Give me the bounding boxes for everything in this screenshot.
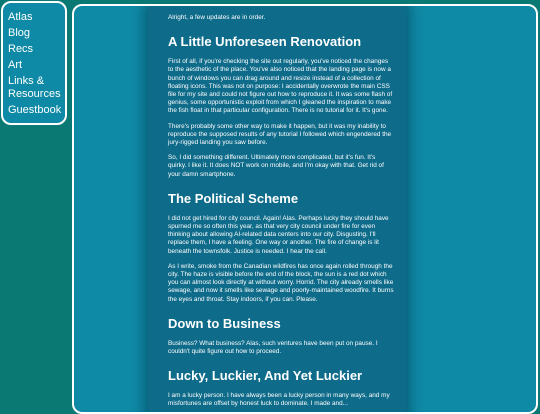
section-paragraph: First of all, if you're checking the site out regularly, you've noticed the changes to the aesthetic of the place. You've also noticed that the landing page is now a bunch of windows you can drag around and resize instead of a collection of floating icons. This was not on purpose: I accidentally overwrote the main CSS file for my site and could not figure out how to reproduce it. It was some flash of genius, some opportunistic exploit from which I gleaned the inspiration to make the fish float in that particular configuration. There is no tutorial for it. It's gone.	[168, 58, 393, 115]
section-heading: Down to Business	[168, 315, 281, 331]
post-intro: Alright, a few updates are in order.	[168, 14, 266, 21]
section-heading: The Political Scheme	[168, 190, 299, 206]
section-paragraph: I am a lucky person. I have always been a lucky person in many ways, and my misfortunes are offset by honest luck to dominate. I made and...	[168, 392, 390, 408]
nav-link-recs[interactable]: Recs	[8, 43, 34, 55]
section-paragraph: There's probably some other way to make it happen, but it was my inability to reproduce the supposed results of any tutorial I followed which engendered the jury-rigged landing you saw before.	[168, 122, 392, 147]
section-paragraph: Business? What business? Alas, such ventures have been put on pause. I couldn't quite figure out how to proceed.	[168, 339, 378, 356]
section-heading: Lucky, Luckier, And Yet Luckier	[168, 368, 363, 384]
nav-link-blog[interactable]: Blog	[8, 27, 31, 39]
section-paragraph: So, I did something different. Ultimately more complicated, but it's fun. It's quirky. I like it. It does NOT work on mobile, and I'm okay with that. Get rid of your damn smartphone.	[168, 154, 384, 178]
section-paragraph: As I write, smoke from the Canadian wildfires has once again rolled through the city. The haze is visible before the end of the block, the sun is a red dot which you can almost look directly at without worry. Horrid. The city already smells like sewage, and now it smells like sewage and poorly-maintained woodfire. It burns the eyes and throat. Stay indoors, if you can. Please.	[168, 262, 394, 303]
nav-link-links-resources[interactable]: Links & Resources	[8, 75, 61, 100]
section-heading: A Little Unforeseen Renovation	[168, 34, 362, 50]
sidebar-nav	[1, 1, 67, 125]
blog-post-column	[148, 6, 406, 414]
section-paragraph: I did not get hired for city council. Again! Alas. Perhaps lucky they should have spurned me so often this year, as that very city council under fire for even thinking about allowing AI-related data centers into our city. Disgusting. I'll replace them, I have a feeling. One way or another. The fire of change is lit beneath the townsfolk. Justice is needed. I hear the call.	[168, 214, 389, 255]
nav-link-art[interactable]: Art	[8, 59, 23, 71]
nav-link-guestbook[interactable]: Guestbook	[8, 104, 62, 116]
main-panel	[72, 4, 538, 414]
nav-link-atlas[interactable]: Atlas	[8, 11, 33, 23]
